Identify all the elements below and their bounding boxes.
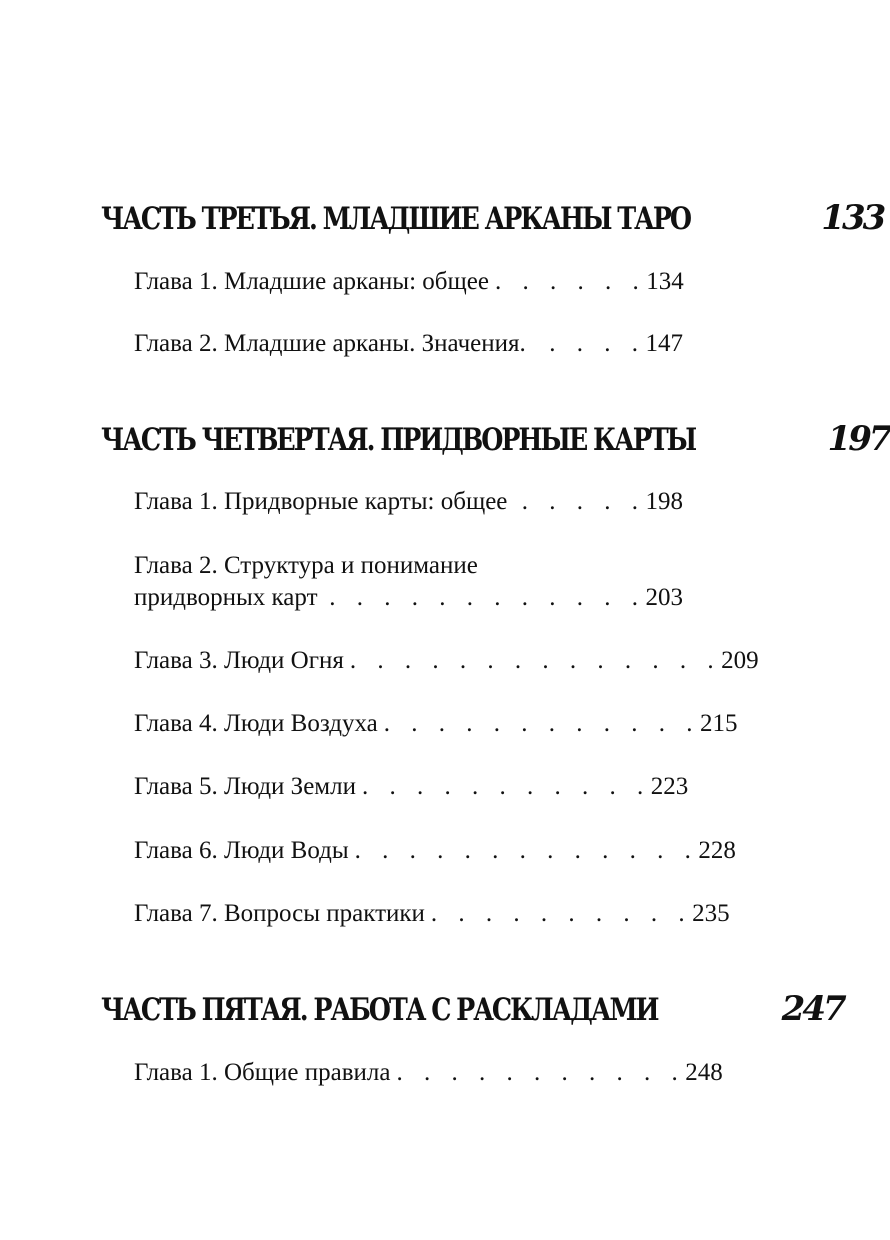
chapter-entry[interactable]	[134, 486, 683, 518]
page-number: 215	[700, 710, 738, 737]
page-number: 197	[827, 419, 890, 459]
chapter-entry[interactable]	[134, 898, 730, 930]
page-number: 134	[646, 268, 684, 295]
chapter-entry[interactable]	[134, 328, 683, 360]
dot-leader: . . . . . . . . . . .	[361, 773, 651, 800]
page-number: 247	[781, 989, 844, 1029]
dot-leader: . . . . . . . . . . . .	[329, 584, 646, 611]
page-number: 228	[698, 837, 736, 864]
dot-leader: . . . . . . . . . . .	[396, 1059, 686, 1086]
dot-leader: . . . . . . . . . .	[430, 900, 693, 927]
chapter-title: Глава 6. Люди Воды	[134, 837, 349, 864]
chapter-title: Глава 5. Люди Земли	[134, 773, 356, 800]
dot-leader: . . . .	[549, 330, 646, 357]
part-title: ЧАСТЬ ЧЕТВЕРТАЯ. ПРИДВОРНЫЕ КАРТЫ	[101, 422, 696, 458]
part-heading-4[interactable]	[101, 419, 890, 459]
page-number: 235	[692, 900, 730, 927]
chapter-entry[interactable]	[134, 1057, 723, 1089]
page-number: 209	[721, 647, 759, 674]
chapter-title: придворных карт	[134, 584, 318, 611]
chapter-entry[interactable]	[134, 266, 683, 298]
dot-leader: . . . . .	[521, 488, 646, 515]
chapter-title: Глава 7. Вопросы практики	[134, 900, 425, 927]
page-number: 198	[645, 488, 683, 515]
page-number: 203	[645, 584, 683, 611]
chapter-entry[interactable]	[134, 645, 759, 677]
dot-leader: . . . . . . . . . . . .	[383, 710, 701, 737]
chapter-title: Глава 1. Младшие арканы: общее	[134, 268, 489, 295]
dot-leader: . . . . . . . . . . . . .	[354, 837, 699, 864]
chapter-title: Глава 4. Люди Воздуха	[134, 710, 378, 737]
chapter-title: Глава 1. Общие правила	[134, 1059, 391, 1086]
chapter-title-line1: Глава 2. Структура и понимание	[134, 552, 478, 579]
dot-leader: . . . . . . . . . . . . . .	[349, 647, 722, 674]
chapter-title: Глава 1. Придворные карты: общее	[134, 488, 508, 515]
page-number: 133	[821, 198, 884, 238]
chapter-entry[interactable]	[134, 550, 683, 614]
page-number: 248	[685, 1059, 723, 1086]
chapter-entry[interactable]	[134, 771, 689, 803]
page-number: 223	[650, 773, 689, 800]
page-number: 147	[645, 330, 683, 357]
part-heading-3[interactable]	[101, 198, 884, 238]
part-title: ЧАСТЬ ТРЕТЬЯ. МЛАДШИЕ АРКАНЫ ТАРО	[101, 201, 690, 237]
dot-leader: . . . . . .	[494, 268, 647, 295]
chapter-entry[interactable]	[134, 708, 738, 740]
part-title: ЧАСТЬ ПЯТАЯ. РАБОТА С РАСКЛАДАМИ	[101, 992, 658, 1028]
chapter-title: Глава 3. Люди Огня	[134, 647, 344, 674]
chapter-entry[interactable]	[134, 835, 736, 867]
chapter-title: Глава 2. Младшие арканы. Значения.	[134, 330, 526, 357]
part-heading-5[interactable]	[101, 989, 844, 1029]
